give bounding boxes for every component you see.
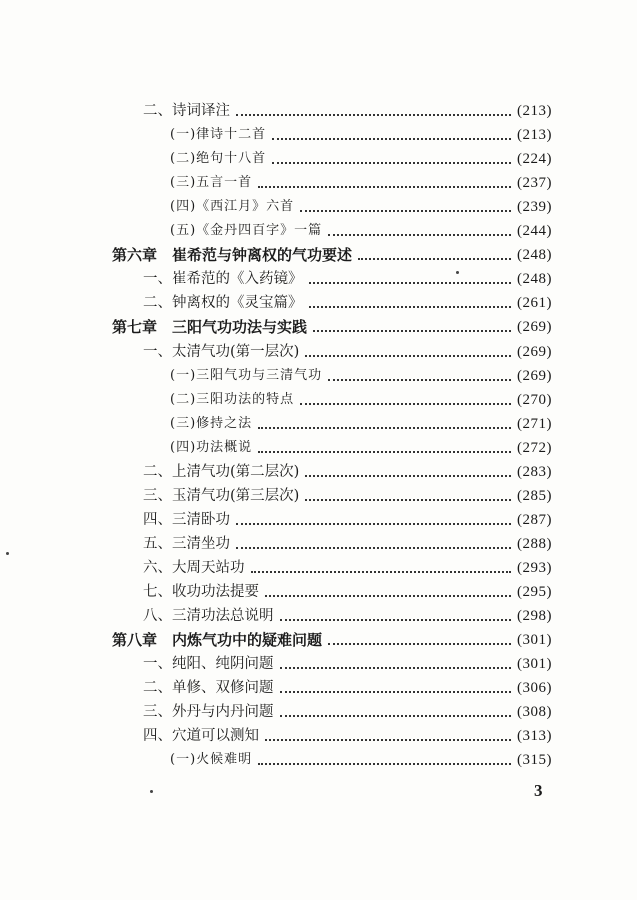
toc-entry-title: 三、外丹与内丹问题 bbox=[143, 704, 274, 721]
page-number: 3 bbox=[534, 781, 543, 800]
dot-leader bbox=[305, 475, 511, 477]
toc-entry-sub bbox=[170, 437, 552, 459]
toc-entry-page: (288) bbox=[517, 535, 552, 552]
toc-entry-section bbox=[143, 292, 552, 314]
toc-entry-sub bbox=[170, 148, 552, 170]
toc-entry-section bbox=[143, 581, 552, 603]
toc-entry-page: (213) bbox=[517, 127, 552, 144]
toc-entry-title: (四)《西江月》六首 bbox=[170, 199, 295, 215]
dot-leader bbox=[309, 282, 512, 284]
dot-leader bbox=[300, 403, 511, 405]
toc-entry-title: 第八章 内炼气功中的疑难问题 bbox=[112, 631, 323, 650]
dot-leader bbox=[236, 547, 511, 549]
dot-leader bbox=[305, 355, 511, 357]
toc-entry-title: 一、崔希范的《入药镜》 bbox=[143, 271, 303, 288]
toc-entry-page: (224) bbox=[517, 151, 552, 168]
toc-entry-chapter bbox=[112, 244, 552, 266]
toc-entry-sub bbox=[170, 365, 552, 387]
toc-entry-sub bbox=[170, 124, 552, 146]
dot-leader bbox=[280, 619, 512, 621]
toc-entry-page: (248) bbox=[517, 271, 552, 288]
toc-entry-title: 四、三清卧功 bbox=[143, 511, 230, 528]
toc-entry-page: (237) bbox=[517, 175, 552, 192]
toc-entry-page: (270) bbox=[517, 391, 552, 408]
toc-entry-section bbox=[143, 701, 552, 723]
toc-entry-title: (四)功法概说 bbox=[170, 439, 253, 455]
toc-entry-page: (308) bbox=[517, 704, 552, 721]
toc-entry-page: (269) bbox=[517, 367, 552, 384]
toc-entry-title: 八、三清功法总说明 bbox=[143, 608, 274, 625]
toc-entry-section bbox=[143, 485, 552, 507]
scan-speck bbox=[456, 271, 459, 274]
toc-entry-section bbox=[143, 557, 552, 579]
toc-entry-title: (一)律诗十二首 bbox=[170, 127, 267, 143]
toc-entry-page: (269) bbox=[517, 319, 552, 336]
dot-leader bbox=[280, 691, 512, 693]
dot-leader bbox=[328, 234, 511, 236]
dot-leader bbox=[305, 499, 511, 501]
toc-entry-chapter bbox=[112, 316, 552, 338]
toc-entry-page: (293) bbox=[517, 559, 552, 576]
toc-entry-page: (272) bbox=[517, 439, 552, 456]
toc-entry-page: (244) bbox=[517, 223, 552, 240]
toc-entry-title: 二、上清气功(第二层次) bbox=[143, 463, 300, 480]
toc-entry-title: 第六章 崔希范与钟离权的气功要述 bbox=[112, 246, 353, 265]
toc-entry-page: (298) bbox=[517, 608, 552, 625]
toc-entry-page: (295) bbox=[517, 584, 552, 600]
dot-leader bbox=[258, 451, 511, 453]
dot-leader bbox=[236, 523, 511, 525]
dot-leader bbox=[265, 595, 511, 597]
toc-entry-page: (301) bbox=[517, 632, 552, 649]
toc-entry-title: 一、太清气功(第一层次) bbox=[143, 343, 300, 360]
dot-leader bbox=[236, 114, 511, 116]
toc-entry-section bbox=[143, 653, 552, 675]
dot-leader bbox=[358, 258, 511, 260]
toc-entry-page: (306) bbox=[517, 680, 552, 697]
toc-entry-page: (301) bbox=[517, 656, 552, 673]
toc-entry-title: 四、穴道可以测知 bbox=[143, 728, 259, 745]
scan-speck bbox=[6, 552, 9, 555]
toc-entry-section bbox=[143, 100, 552, 122]
dot-leader bbox=[272, 162, 511, 164]
toc-entry-title: 三、玉清气功(第三层次) bbox=[143, 487, 300, 504]
toc-entry-title: (二)三阳功法的特点 bbox=[170, 391, 295, 407]
toc-entry-page: (287) bbox=[517, 511, 552, 528]
toc-entry-section bbox=[143, 533, 552, 555]
toc-entry-sub bbox=[170, 749, 552, 771]
toc-entry-page: (213) bbox=[517, 103, 552, 119]
dot-leader bbox=[251, 571, 512, 573]
toc-entry-title: (五)《金丹四百字》一篇 bbox=[170, 223, 323, 239]
toc-entry-title: (三)五言一首 bbox=[170, 175, 253, 191]
toc-entry-section bbox=[143, 677, 552, 699]
toc-entry-page: (283) bbox=[517, 463, 552, 480]
toc-entry-title: 二、钟离权的《灵宝篇》 bbox=[143, 295, 303, 312]
toc-entry-page: (248) bbox=[517, 247, 552, 264]
toc-entry-section bbox=[143, 461, 552, 483]
toc-entry-title: (三)修持之法 bbox=[170, 415, 253, 431]
toc-entry-page: (269) bbox=[517, 343, 552, 360]
dot-leader bbox=[280, 667, 512, 669]
toc-entry-page: (239) bbox=[517, 199, 552, 216]
dot-leader bbox=[258, 763, 511, 765]
toc-entry-title: (一)三阳气功与三清气功 bbox=[170, 367, 323, 383]
toc-entry-sub bbox=[170, 196, 552, 218]
toc-entry-page: (285) bbox=[517, 487, 552, 504]
toc-entry-page: (315) bbox=[517, 752, 552, 769]
dot-leader bbox=[272, 138, 511, 140]
toc-entry-page: (313) bbox=[517, 728, 552, 745]
dot-leader bbox=[313, 330, 511, 332]
toc-entry-sub bbox=[170, 389, 552, 411]
dot-leader bbox=[265, 739, 511, 741]
toc-entry-title: 一、纯阳、纯阴问题 bbox=[143, 656, 274, 673]
toc-entry-chapter bbox=[112, 629, 552, 651]
dot-leader bbox=[309, 306, 512, 308]
toc-entry-sub bbox=[170, 172, 552, 194]
dot-leader bbox=[280, 715, 512, 717]
toc-entry-title: 二、单修、双修问题 bbox=[143, 680, 274, 697]
toc-entry-page: (271) bbox=[517, 415, 552, 432]
toc-entry-title: (一)火候难明 bbox=[170, 752, 253, 768]
dot-leader bbox=[328, 379, 511, 381]
toc-entry-title: 五、三清坐功 bbox=[143, 535, 230, 552]
toc-entry-sub bbox=[170, 413, 552, 435]
toc-entry-title: 七、收功功法提要 bbox=[143, 584, 259, 600]
toc-entry-section bbox=[143, 509, 552, 531]
toc-entry-title: (二)绝句十八首 bbox=[170, 151, 267, 167]
toc-entry-sub bbox=[170, 220, 552, 242]
dot-leader bbox=[328, 643, 511, 645]
dot-leader bbox=[258, 186, 511, 188]
toc-entry-title: 第七章 三阳气功功法与实践 bbox=[112, 318, 308, 337]
toc-entry-section bbox=[143, 341, 552, 363]
toc-entry-section bbox=[143, 605, 552, 627]
toc-entry-title: 二、诗词译注 bbox=[143, 103, 230, 119]
toc-entry-section bbox=[143, 268, 552, 290]
toc-entry-page: (261) bbox=[517, 295, 552, 312]
dot-leader bbox=[300, 210, 511, 212]
toc-entry-title: 六、大周天站功 bbox=[143, 559, 245, 576]
toc-entry-section bbox=[143, 725, 552, 747]
scan-speck bbox=[150, 790, 153, 793]
dot-leader bbox=[258, 427, 511, 429]
